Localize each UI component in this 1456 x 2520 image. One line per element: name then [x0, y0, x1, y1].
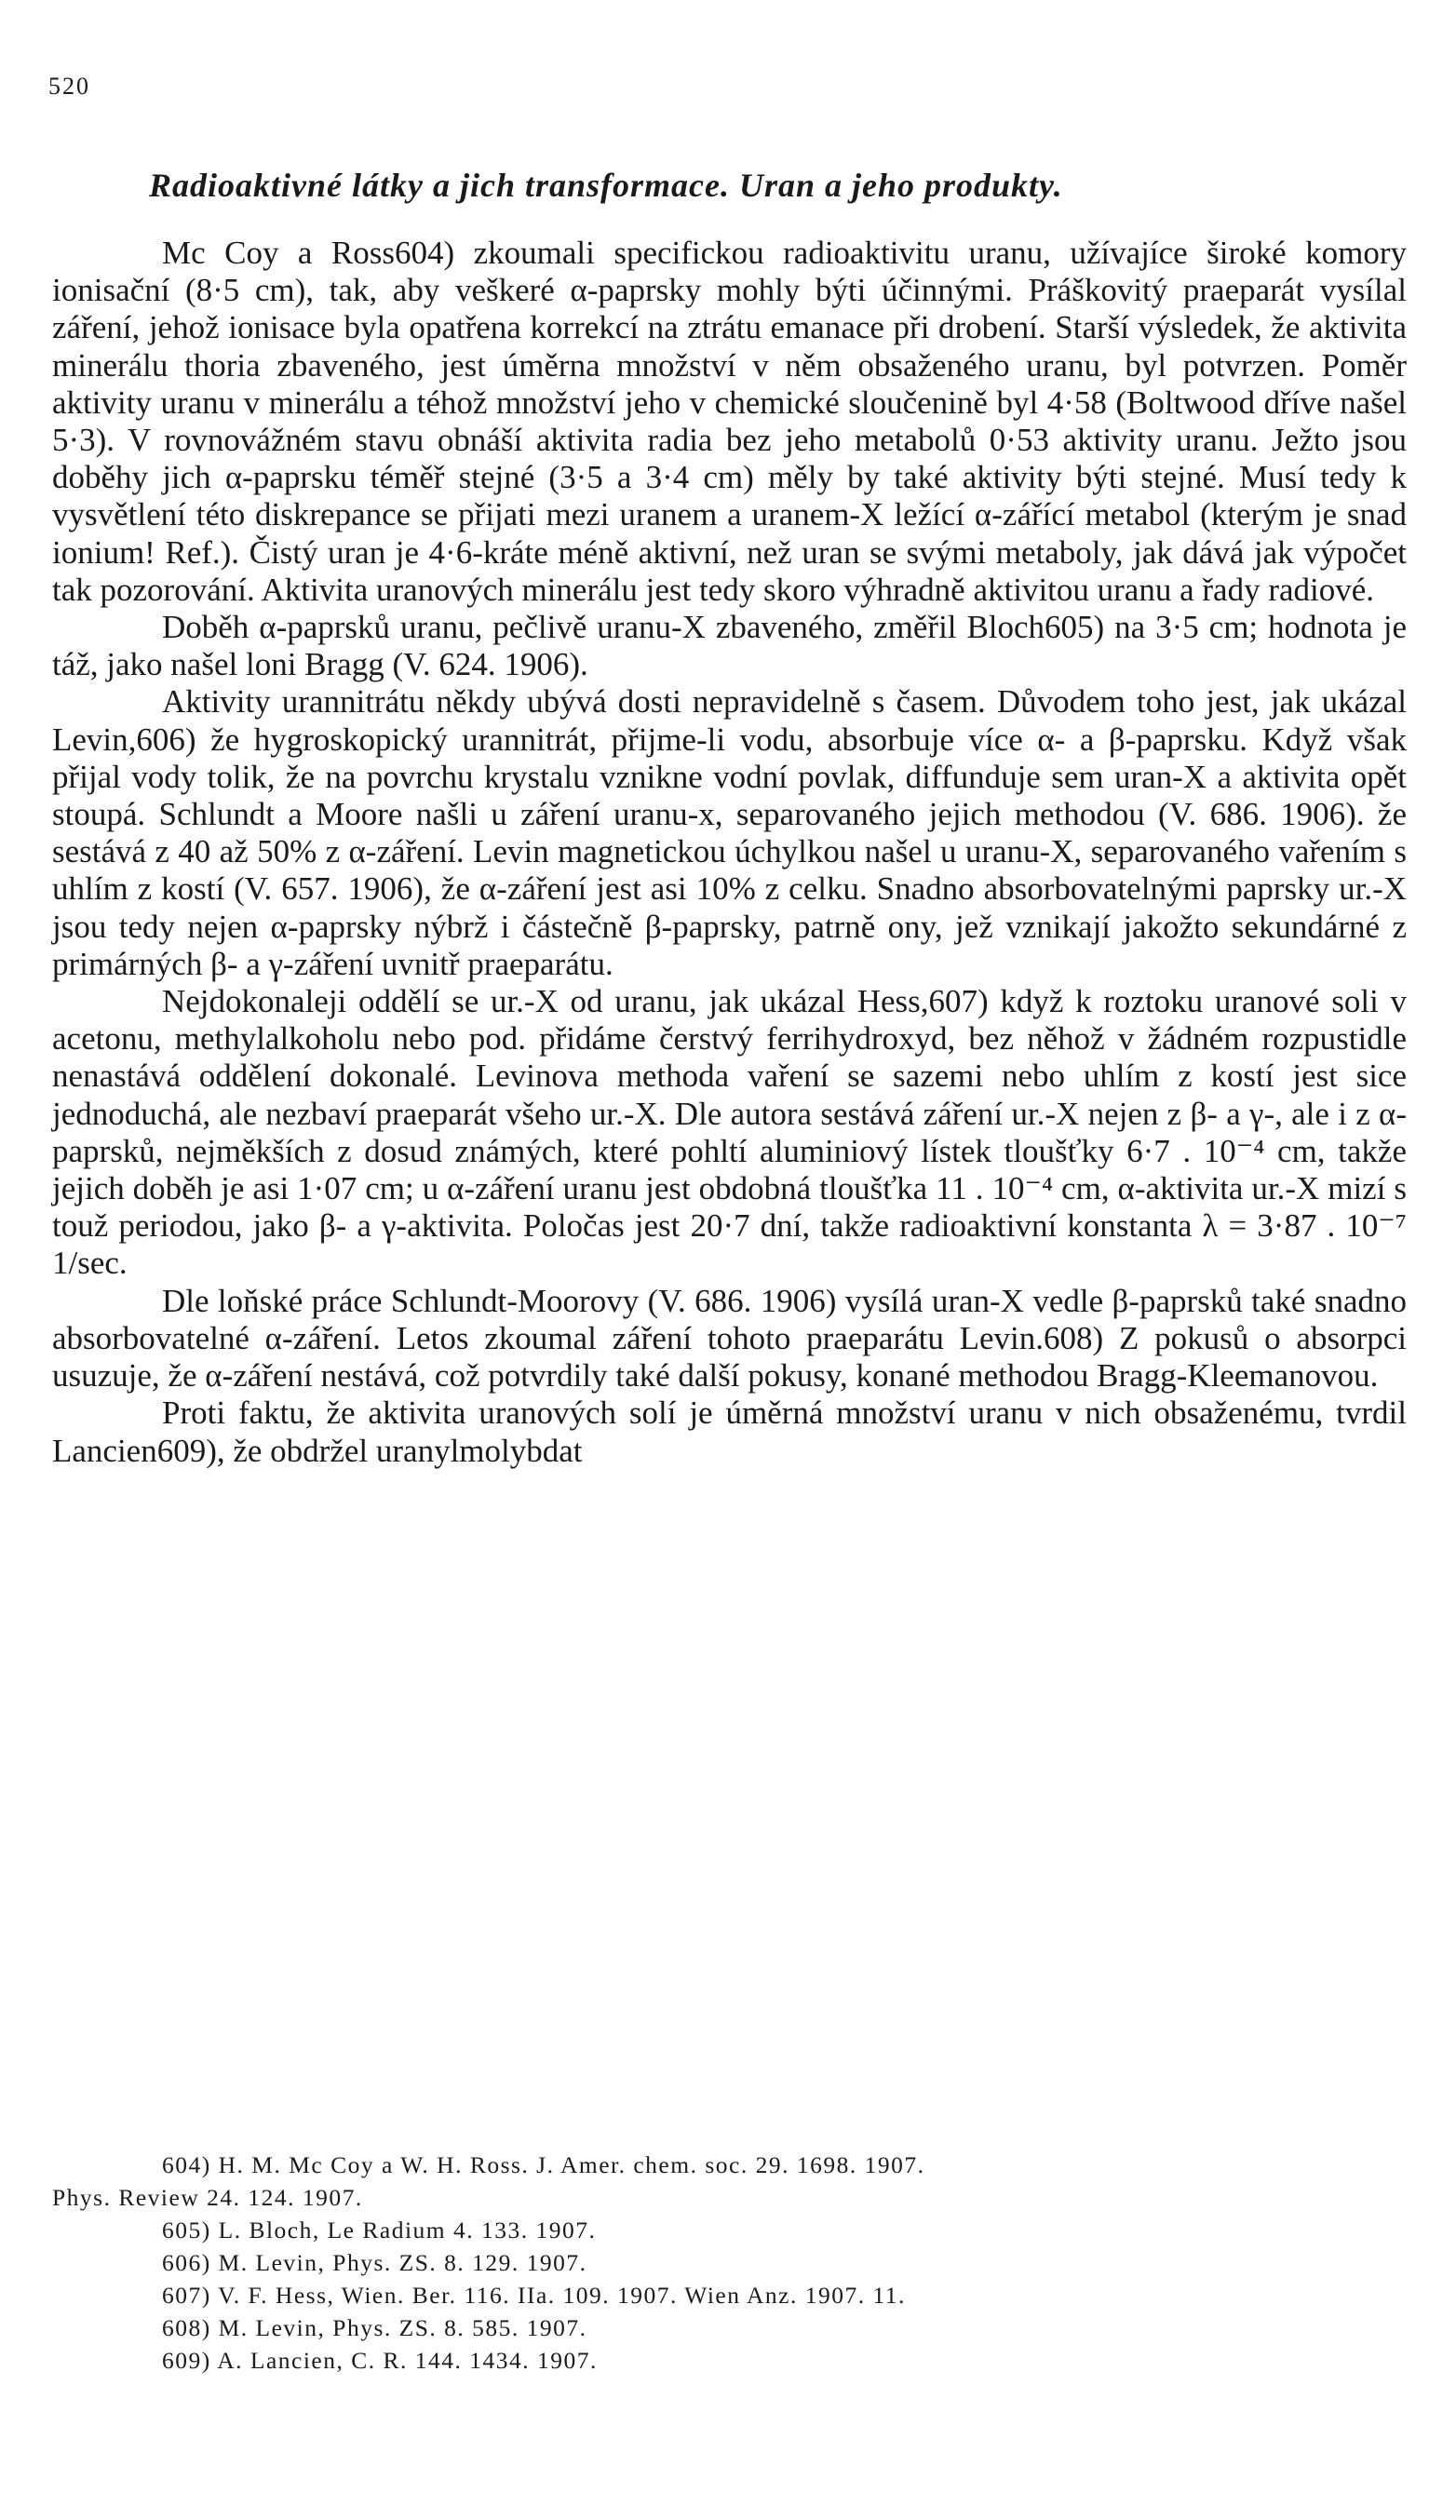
footnotes	[52, 2149, 1407, 2377]
paragraph: Dle loňské práce Schlundt-Moorovy (V. 686. 1906) vysílá uran-X vedle β-paprsků také snadno absorbovatelné α-záření. Letos zkoumal záření tohoto praeparátu Levin.608) Z pokusů o absorpci usuzuje, že α-záření nestává, což potvrdily také další pokusy, konané methodou Bragg-Kleemanovou.	[52, 1282, 1407, 1395]
paragraph: Aktivity urannitrátu někdy ubývá dosti nepravidelně s časem. Důvodem toho jest, jak ukázal Levin,606) že hygroskopický urannitrát, přijme-li vodu, absorbuje více α- a β-paprsku. Když však přijal vody tolik, že na povrchu krystalu vznikne vodní povlak, diffunduje sem uran-X a aktivita opět stoupá. Schlundt a Moore našli u záření uranu-x, separovaného jejich methodou (V. 686. 1906). že sestává z 40 až 50% z α-záření. Levin magnetickou úchylkou našel u uranu-X, separovaného vařením s uhlím z kostí (V. 657. 1906), že α-záření jest asi 10% z celku. Snadno absorbovatelnými paprsky ur.-X jsou tedy nejen α-paprsky nýbrž i částečně β-paprsky, patrně ony, jež vznikají jakožto sekundárné z primárných β- a γ-záření uvnitř praeparátu.	[52, 683, 1407, 982]
footnote: 608) M. Levin, Phys. ZS. 8. 585. 1907.	[162, 2314, 587, 2341]
page-number: 520	[48, 73, 90, 100]
paragraph: Nejdokonaleji oddělí se ur.-X od uranu, jak ukázal Hess,607) když k roztoku uranové soli v acetonu, methylalkoholu nebo pod. přidáme čerstvý ferrihydroxyd, bez něhož v žádném rozpustidle nenastává oddělení dokonalé. Levinova methoda vaření se sazemi nebo uhlím z kostí jest sice jednoduchá, ale nezbaví praeparát všeho ur.-X. Dle autora sestává záření ur.-X nejen z β- a γ-, ale i z α-paprsků, nejměkších z dosud známých, které pohltí aluminiový lístek tloušťky 6·7 . 10⁻⁴ cm, takže jejich doběh je asi 1·07 cm; u α-záření uranu jest obdobná tloušťka 11 . 10⁻⁴ cm, α-aktivita ur.-X mizí s touž periodou, jako β- a γ-aktivita. Poločas jest 20·7 dní, takže radioaktivní konstanta λ = 3·87 . 10⁻⁷ 1/sec.	[52, 983, 1407, 1282]
paragraph: Mc Coy a Ross604) zkoumali specifickou radioaktivitu uranu, užívajíce široké komory ionisační (8·5 cm), tak, aby veškeré α-paprsky mohly býti účinnými. Práškovitý praeparát vysílal záření, jehož ionisace byla opatřena korrekcí na ztrátu emanace při drobení. Starší výsledek, že aktivita minerálu thoria zbaveného, jest úměrna množství v něm obsaženého uranu, byl potvrzen. Poměr aktivity uranu v minerálu a téhož množství jeho v chemické sloučenině byl 4·58 (Boltwood dříve našel 5·3). V rovnovážném stavu obnáší aktivita radia bez jeho metabolů 0·53 aktivity uranu. Ježto jsou doběhy jich α-paprsku téměř stejné (3·5 a 3·4 cm) měly by také aktivity býti stejné. Musí tedy k vysvětlení této diskrepance se přijati mezi uranem a uranem-X ležící α-zářící metabol (kterým je snad ionium! Ref.). Čistý uran je 4·6-kráte méně aktivní, než uran se svými metaboly, jak dává jak výpočet tak pozorování. Aktivita uranových minerálu jest tedy skoro výhradně aktivitou uranu a řady radiové.	[52, 235, 1407, 608]
footnote-continuation: Phys. Review 24. 124. 1907.	[52, 2184, 363, 2211]
footnote: 604) H. M. Mc Coy a W. H. Ross. J. Amer. chem. soc. 29. 1698. 1907.	[162, 2151, 925, 2178]
footnote: 609) A. Lancien, C. R. 144. 1434. 1907.	[162, 2347, 598, 2374]
paragraph: Proti faktu, že aktivita uranových solí je úměrná množství uranu v nich obsaženému, tvrdil Lancien609), že obdržel uranylmolybdat	[52, 1395, 1407, 1469]
footnote: 605) L. Bloch, Le Radium 4. 133. 1907.	[162, 2217, 597, 2244]
footnote: 606) M. Levin, Phys. ZS. 8. 129. 1907.	[162, 2249, 587, 2276]
running-head: Radioaktivné látky a jich transformace. Uran a jeho produkty.	[149, 167, 1063, 204]
paragraph: Doběh α-paprsků uranu, pečlivě uranu-X zbaveného, změřil Bloch605) na 3·5 cm; hodnota je táž, jako našel loni Bragg (V. 624. 1906).	[52, 609, 1407, 683]
body-text	[52, 235, 1407, 1470]
footnote: 607) V. F. Hess, Wien. Ber. 116. IIa. 109. 1907. Wien Anz. 1907. 11.	[162, 2282, 906, 2309]
